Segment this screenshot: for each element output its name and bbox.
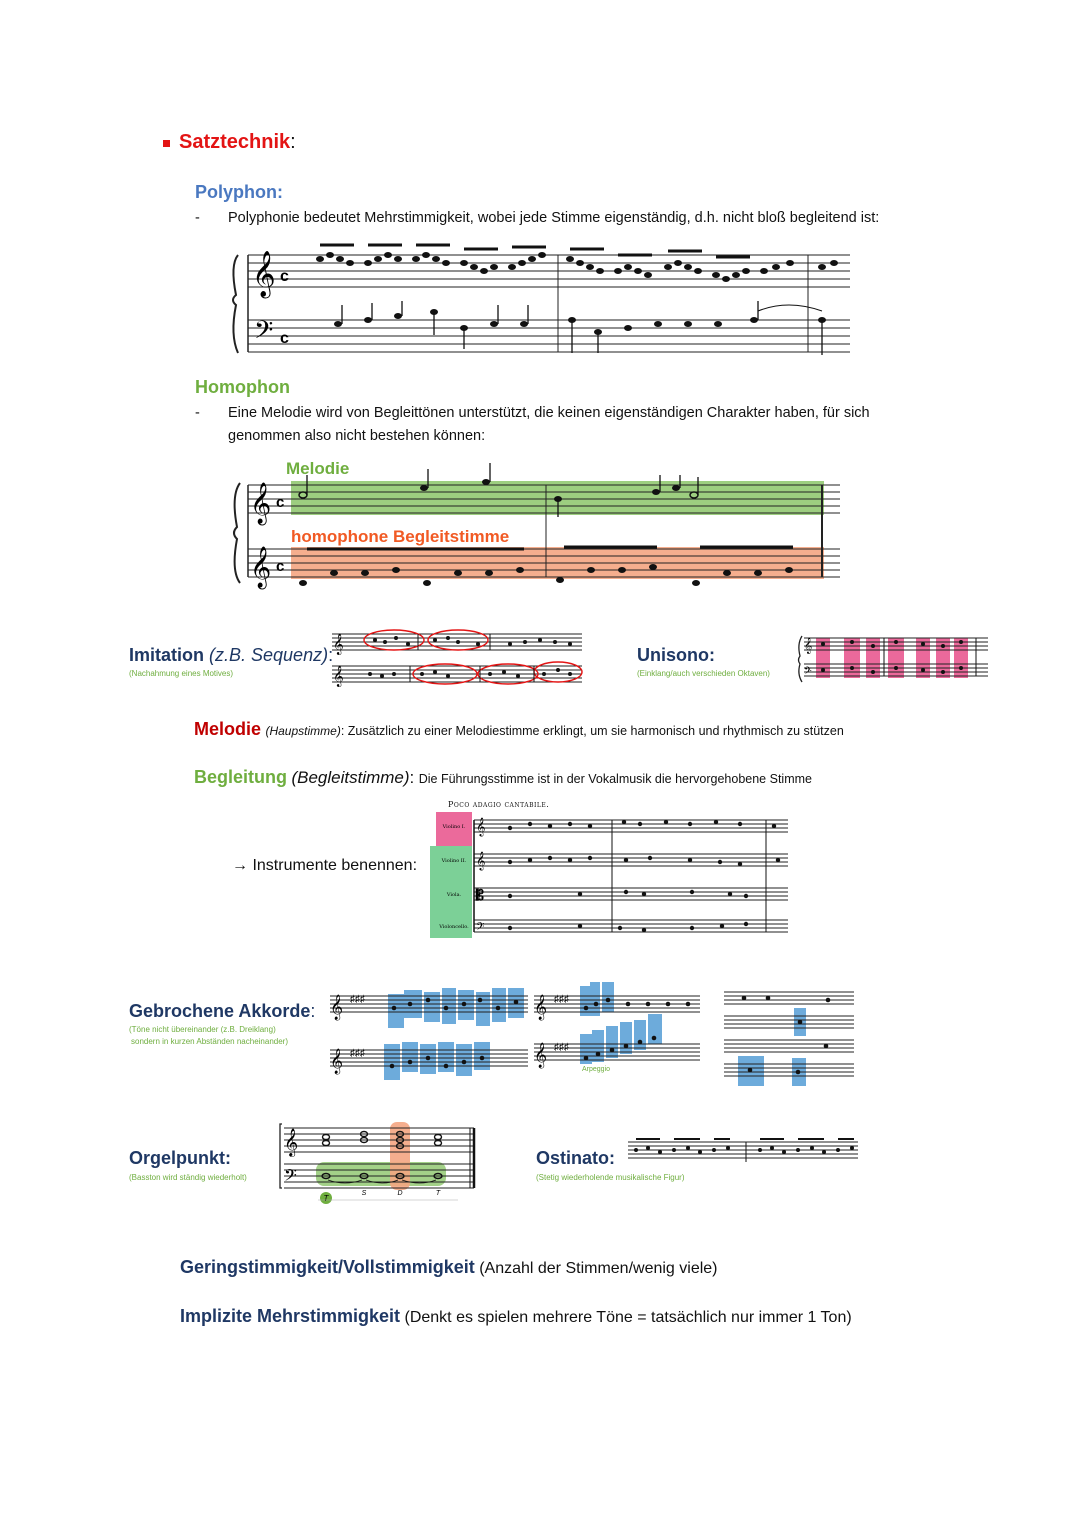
- svg-text:𝄞: 𝄞: [476, 853, 486, 870]
- implizite-line: Implizite Mehrstimmigkeit (Denkt es spielen mehrere Töne = tatsächlich nur immer 1 Ton): [180, 1306, 852, 1326]
- homophon-text-line1: Eine Melodie wird von Begleittönen unterstützt, die keinen eigenständigen Charakter haben, für sich: [228, 405, 870, 421]
- imitation-sub: (Nachahmung eines Motives): [129, 669, 234, 678]
- bullet-icon: [163, 140, 170, 147]
- ostinato-score: [626, 1136, 862, 1170]
- treble-notes: [316, 252, 838, 282]
- bass-clef-icon: 𝄢: [254, 317, 274, 350]
- svg-text:𝄞: 𝄞: [333, 634, 344, 654]
- unisono-score: [796, 632, 992, 684]
- part-viola: Viola.: [446, 892, 462, 898]
- svg-text:♯♯♯: ♯♯♯: [554, 1042, 569, 1053]
- unisono-sub: (Einklang/auch verschieden Oktaven): [637, 669, 770, 678]
- ostinato-sub: (Stetig wiederholende musikalische Figur): [536, 1173, 685, 1182]
- melodie-label: Melodie: [286, 459, 350, 478]
- polyphon-score: [228, 245, 853, 360]
- svg-text:𝄢: 𝄢: [476, 920, 485, 935]
- svg-text:𝄞: 𝄞: [333, 666, 344, 686]
- svg-text:𝄞: 𝄞: [476, 819, 486, 836]
- part-violino-2: Violino II.: [441, 858, 467, 864]
- svg-text:𝄞: 𝄞: [804, 637, 813, 653]
- svg-text:c: c: [276, 558, 285, 575]
- homophon-dash: -: [195, 405, 200, 421]
- function-t1: T: [323, 1194, 329, 1203]
- quartet-score: [430, 810, 792, 942]
- gebrochene-heading: Gebrochene Akkorde:: [129, 1001, 316, 1021]
- satztechnik-heading: Satztechnik:: [163, 131, 296, 154]
- function-t2: T: [435, 1190, 441, 1197]
- imitation-score: [330, 628, 588, 690]
- ostinato-heading: Ostinato:: [536, 1148, 615, 1168]
- polyphon-dash: -: [195, 210, 200, 226]
- svg-text:c: c: [276, 494, 285, 511]
- geringstimmigkeit-line: Geringstimmigkeit/Vollstimmigkeit (Anzahl der Stimmen/wenig viele): [180, 1257, 718, 1277]
- orgelpunkt-sub: (Basston wird ständig wiederholt): [129, 1173, 247, 1182]
- homophon-heading: Homophon: [195, 377, 290, 397]
- svg-text:𝄞: 𝄞: [250, 546, 272, 587]
- svg-text:♯♯♯: ♯♯♯: [350, 1048, 365, 1059]
- polyphon-heading: Polyphon:: [195, 182, 283, 202]
- orgelpunkt-score: [278, 1120, 480, 1206]
- homophon-text-line2: genommen also nicht bestehen können:: [228, 428, 486, 444]
- svg-text:𝄞: 𝄞: [284, 1129, 299, 1156]
- gebrochene-sub1: (Töne nicht übereinander (z.B. Dreiklang): [129, 1025, 276, 1034]
- tempo-marking: Poco adagio cantabile.: [448, 800, 550, 809]
- svg-text:♯♯♯: ♯♯♯: [350, 994, 365, 1005]
- arpeggio-label: Arpeggio: [582, 1066, 611, 1073]
- part-violoncello: Violoncello.: [439, 924, 469, 930]
- svg-text:𝄡: 𝄡: [476, 887, 484, 903]
- svg-text:𝄞: 𝄞: [534, 994, 548, 1019]
- imitation-heading: Imitation (z.B. Sequenz):: [129, 645, 334, 665]
- polyphon-text: Polyphonie bedeutet Mehrstimmigkeit, wobei jede Stimme eigenständig, d.h. nicht bloß begleitend ist:: [228, 210, 880, 226]
- svg-text:c: c: [280, 268, 289, 285]
- begleitung-line: Begleitung (Begleitstimme): Die Führungsstimme ist in der Vokalmusik die hervorgehobene Stimme: [194, 767, 812, 787]
- broken-chords-score: [328, 978, 858, 1090]
- svg-text:c: c: [280, 330, 289, 347]
- svg-text:𝄞: 𝄞: [330, 1048, 344, 1073]
- svg-text:𝄢: 𝄢: [284, 1167, 297, 1189]
- gebrochene-sub2: sondern in kurzen Abständen nacheinander): [131, 1037, 288, 1046]
- homophon-score: [228, 455, 848, 590]
- svg-text:𝄢: 𝄢: [804, 665, 812, 679]
- function-d: D: [397, 1190, 403, 1197]
- instrumente-label: → Instrumente benennen:: [232, 857, 418, 874]
- treble-clef-icon: 𝄞: [252, 252, 276, 296]
- svg-text:𝄞: 𝄞: [534, 1042, 548, 1067]
- orgelpunkt-heading: Orgelpunkt:: [129, 1148, 231, 1168]
- svg-text:𝄞: 𝄞: [330, 994, 344, 1019]
- function-s: S: [361, 1190, 367, 1197]
- melodie-line: Melodie (Haupstimme): Zusätzlich zu einer Melodiestimme erklingt, um sie harmonisch und rhythmisch zu stützen: [194, 719, 844, 739]
- svg-text:𝄞: 𝄞: [250, 482, 272, 523]
- unisono-heading: Unisono:: [637, 645, 715, 665]
- svg-text:♯♯♯: ♯♯♯: [554, 994, 569, 1005]
- bass-notes: [334, 309, 826, 335]
- part-violino-1: Violino I.: [442, 824, 466, 830]
- arrow-icon: →: [232, 857, 248, 874]
- begleit-label: homophone Begleitstimme: [291, 527, 510, 546]
